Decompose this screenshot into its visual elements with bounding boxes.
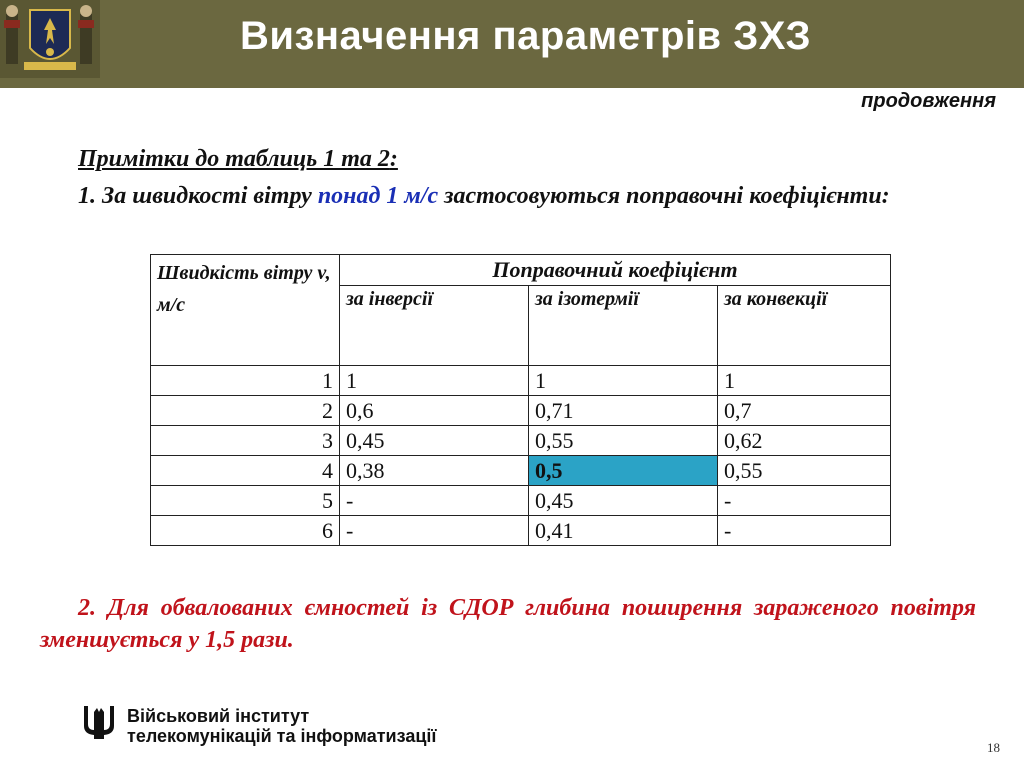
- correction-coefficient-table: [150, 254, 891, 546]
- cell-isotherm: 1: [529, 366, 718, 396]
- note-1-after: застосовуються поправочні коефіцієнти:: [438, 183, 890, 209]
- title-bar: [0, 0, 1024, 88]
- cell-speed: 1: [151, 366, 340, 396]
- notes-heading-colon: :: [389, 146, 398, 172]
- emblem-icon: [0, 0, 100, 78]
- note-1-highlight: понад 1 м/с: [317, 183, 439, 209]
- page-title: Визначення параметрів ЗХЗ: [240, 14, 812, 58]
- cell-convection: 1: [718, 366, 891, 396]
- cell-speed: 6: [151, 516, 340, 546]
- institute-name: [127, 706, 436, 746]
- cell-convection: 0,7: [718, 396, 891, 426]
- table-row: [151, 396, 891, 426]
- cell-inversion: 0,38: [340, 456, 529, 486]
- table-row: [151, 516, 891, 546]
- note-2: 2. Для обвалованих ємностей із СДОР глибина поширення зараженого повітря зменшується у 1,5 рази.: [40, 595, 976, 653]
- notes-heading-text: Примітки до таблиць 1 та 2: [78, 146, 390, 172]
- header-wind-speed: Швидкість вітру v, м/с: [151, 255, 340, 366]
- cell-inversion: 0,6: [340, 396, 529, 426]
- cell-inversion: 0,45: [340, 426, 529, 456]
- cell-inversion: -: [340, 486, 529, 516]
- cell-isotherm-highlighted: 0,5: [529, 456, 718, 486]
- table-row: [151, 366, 891, 396]
- cell-convection: -: [718, 516, 891, 546]
- cell-isotherm: 0,71: [529, 396, 718, 426]
- institute-line-2: телекомунікацій та інформатизації: [127, 726, 437, 746]
- institute-line-1: Військовий інститут: [127, 706, 310, 726]
- table-row: [151, 456, 891, 486]
- cell-isotherm: 0,55: [529, 426, 718, 456]
- cell-speed: 5: [151, 486, 340, 516]
- cell-convection: 0,62: [718, 426, 891, 456]
- header-inversion: за інверсії: [340, 286, 529, 366]
- note-1: [40, 180, 976, 212]
- cell-inversion: 1: [340, 366, 529, 396]
- note-1-before: 1. За швидкості вітру: [78, 183, 318, 209]
- table-row: [151, 426, 891, 456]
- subtitle: продовження: [861, 90, 996, 112]
- cell-speed: 3: [151, 426, 340, 456]
- trident-logo-icon: [82, 704, 116, 740]
- cell-inversion: -: [340, 516, 529, 546]
- cell-convection: 0,55: [718, 456, 891, 486]
- header-convection: за конвекції: [718, 286, 891, 366]
- notes-heading: [78, 146, 398, 173]
- cell-convection: -: [718, 486, 891, 516]
- page-number: 18: [987, 740, 1000, 755]
- header-isotherm: за ізотермії: [529, 286, 718, 366]
- header-correction-coefficient: Поправочний коефіцієнт: [340, 255, 891, 286]
- cell-isotherm: 0,45: [529, 486, 718, 516]
- cell-isotherm: 0,41: [529, 516, 718, 546]
- table-header-row: [151, 255, 891, 286]
- table-row: [151, 486, 891, 516]
- cell-speed: 4: [151, 456, 340, 486]
- cell-speed: 2: [151, 396, 340, 426]
